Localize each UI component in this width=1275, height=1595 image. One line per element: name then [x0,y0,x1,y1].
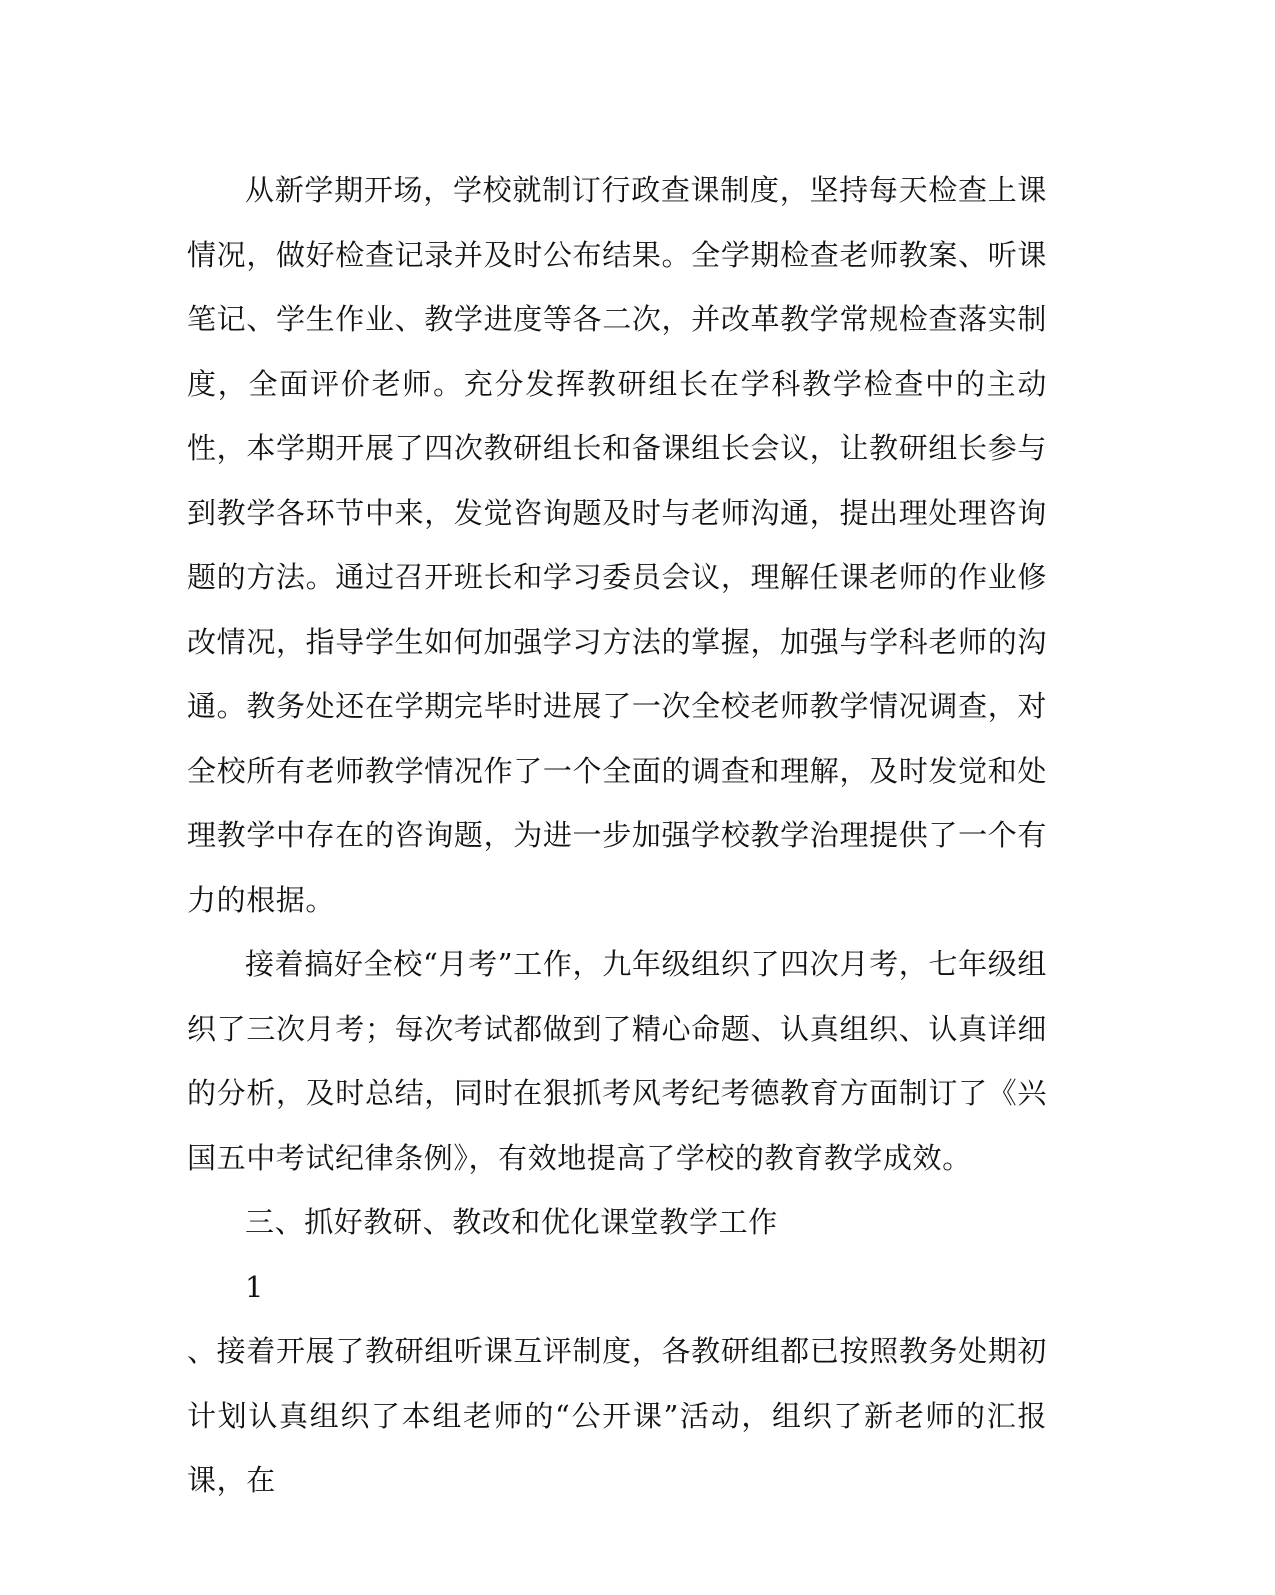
document-body [187,158,1047,1513]
paragraph-monthly-exam: 接着搞好全校“月考”工作，九年级组织了四次月考，七年级组织了三次月考；每次考试都做到了精心命题、认真组织、认真详细的分析，及时总结，同时在狠抓考风考纪考德教育方面制订了《兴国五中考试纪律条例》，有效地提高了学校的教育教学成效。 [187,947,1047,1175]
list-number: 1 [245,1269,265,1304]
paragraph-course-inspection: 从新学期开场，学校就制订行政查课制度，坚持每天检查上课情况，做好检查记录并及时公布结果。全学期检查老师教案、听课笔记、学生作业、教学进度等各二次，并改革教学常规检查落实制度，全面评价老师。充分发挥教研组长在学科教学检查中的主动性，本学期开展了四次教研组长和备课组长会议，让教研组长参与到教学各环节中来，发觉咨询题及时与老师沟通，提出理处理咨询题的方法。通过召开班长和学习委员会议，理解任课老师的作业修改情况，指导学生如何加强学习方法的掌握，加强与学科老师的沟通。教务处还在学期完毕时进展了一次全校老师教学情况调查，对全校所有老师教学情况作了一个全面的调查和理解，及时发觉和处理教学中存在的咨询题，为进一步加强学校教学治理提供了一个有力的根据。 [187,173,1047,917]
section-heading: 三、抓好教研、教改和优化课堂教学工作 [245,1205,778,1239]
paragraph-teaching-research: 、接着开展了教研组听课互评制度，各教研组都已按照教务处期初计划认真组织了本组老师的“公开课”活动，组织了新老师的汇报课，在 [187,1334,1047,1497]
